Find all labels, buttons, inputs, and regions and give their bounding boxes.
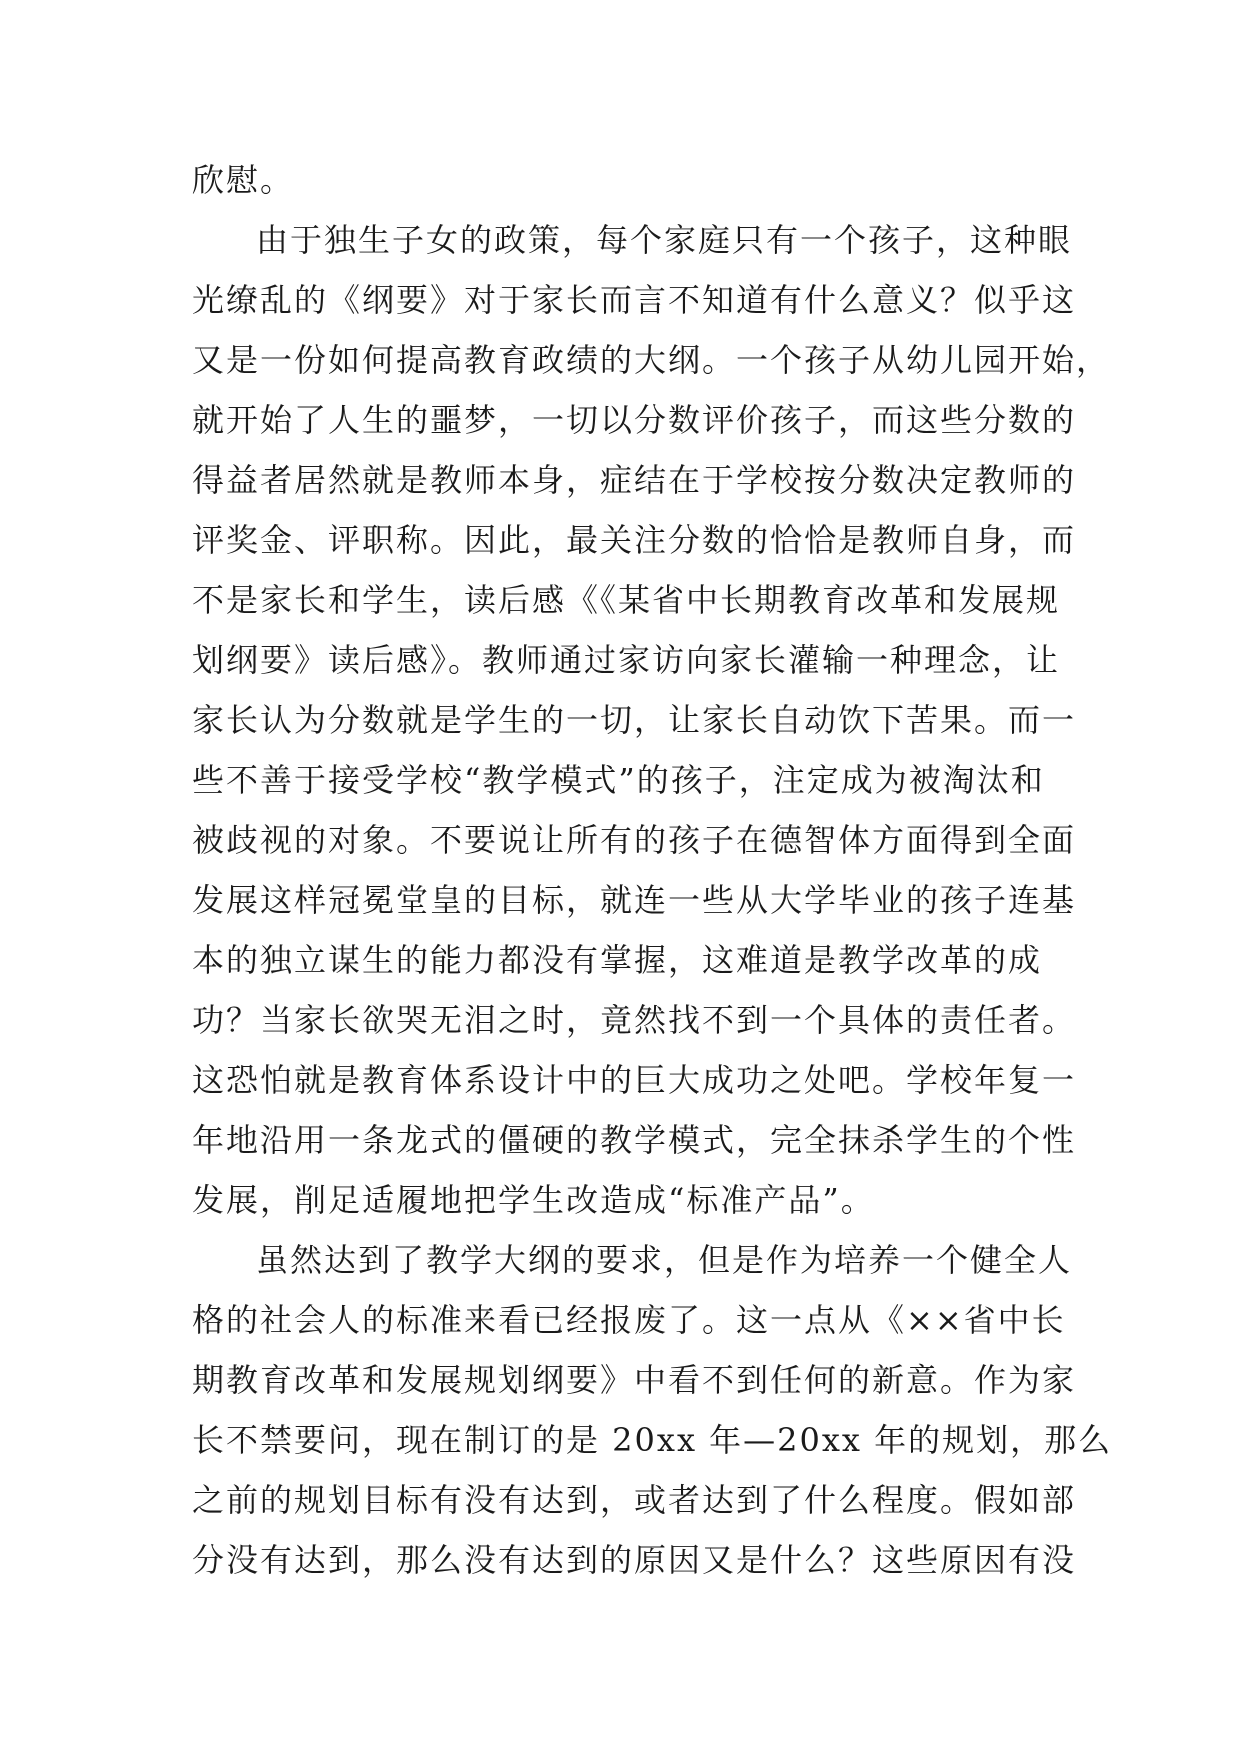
text-line: 分没有达到，那么没有达到的原因又是什么？这些原因有没 [192,1541,1077,1579]
text-line: 年地沿用一条龙式的僵硬的教学模式，完全抹杀学生的个性 [192,1121,1077,1159]
text-line: 期教育改革和发展规划纲要》中看不到任何的新意。作为家 [192,1361,1077,1399]
text-line: 评奖金、评职称。因此，最关注分数的恰恰是教师自身，而 [192,521,1077,559]
text-line: 就开始了人生的噩梦，一切以分数评价孩子，而这些分数的 [192,401,1077,439]
text-line: 得益者居然就是教师本身，症结在于学校按分数决定教师的 [192,461,1077,499]
text-line: 些不善于接受学校“教学模式”的孩子，注定成为被淘汰和 [192,761,1045,799]
text-line: 这恐怕就是教育体系设计中的巨大成功之处吧。学校年复一 [192,1061,1077,1099]
paragraph-start-line: 虽然达到了教学大纲的要求，但是作为培养一个健全人 [256,1241,1073,1279]
text-line: 划纲要》读后感》。教师通过家访向家长灌输一种理念，让 [192,641,1061,679]
text-line: 功？当家长欲哭无泪之时，竟然找不到一个具体的责任者。 [192,1001,1077,1039]
text-line: 格的社会人的标准来看已经报废了。这一点从《××省中长 [192,1301,1066,1339]
text-line: 欣慰。 [192,161,295,199]
text-line: 光缭乱的《纲要》对于家长而言不知道有什么意义？似乎这 [192,281,1077,319]
text-line: 被歧视的对象。不要说让所有的孩子在德智体方面得到全面 [192,821,1077,859]
text-line: 又是一份如何提高教育政绩的大纲。一个孩子从幼儿园开始， [192,341,1111,379]
text-line: 家长认为分数就是学生的一切，让家长自动饮下苦果。而一 [192,701,1077,739]
document-body [192,150,1113,1590]
text-line: 发展，削足适履地把学生改造成“标准产品”。 [192,1181,875,1219]
text-line: 长不禁要问，现在制订的是 20xx 年—20xx 年的规划，那么 [192,1421,1113,1459]
text-line: 发展这样冠冕堂皇的目标，就连一些从大学毕业的孩子连基 [192,881,1077,919]
text-line: 之前的规划目标有没有达到，或者达到了什么程度。假如部 [192,1481,1077,1519]
text-line: 不是家长和学生，读后感《《某省中长期教育改革和发展规 [192,581,1061,619]
paragraph-start-line: 由于独生子女的政策，每个家庭只有一个孩子，这种眼 [256,221,1073,259]
text-line: 本的独立谋生的能力都没有掌握，这难道是教学改革的成 [192,941,1043,979]
